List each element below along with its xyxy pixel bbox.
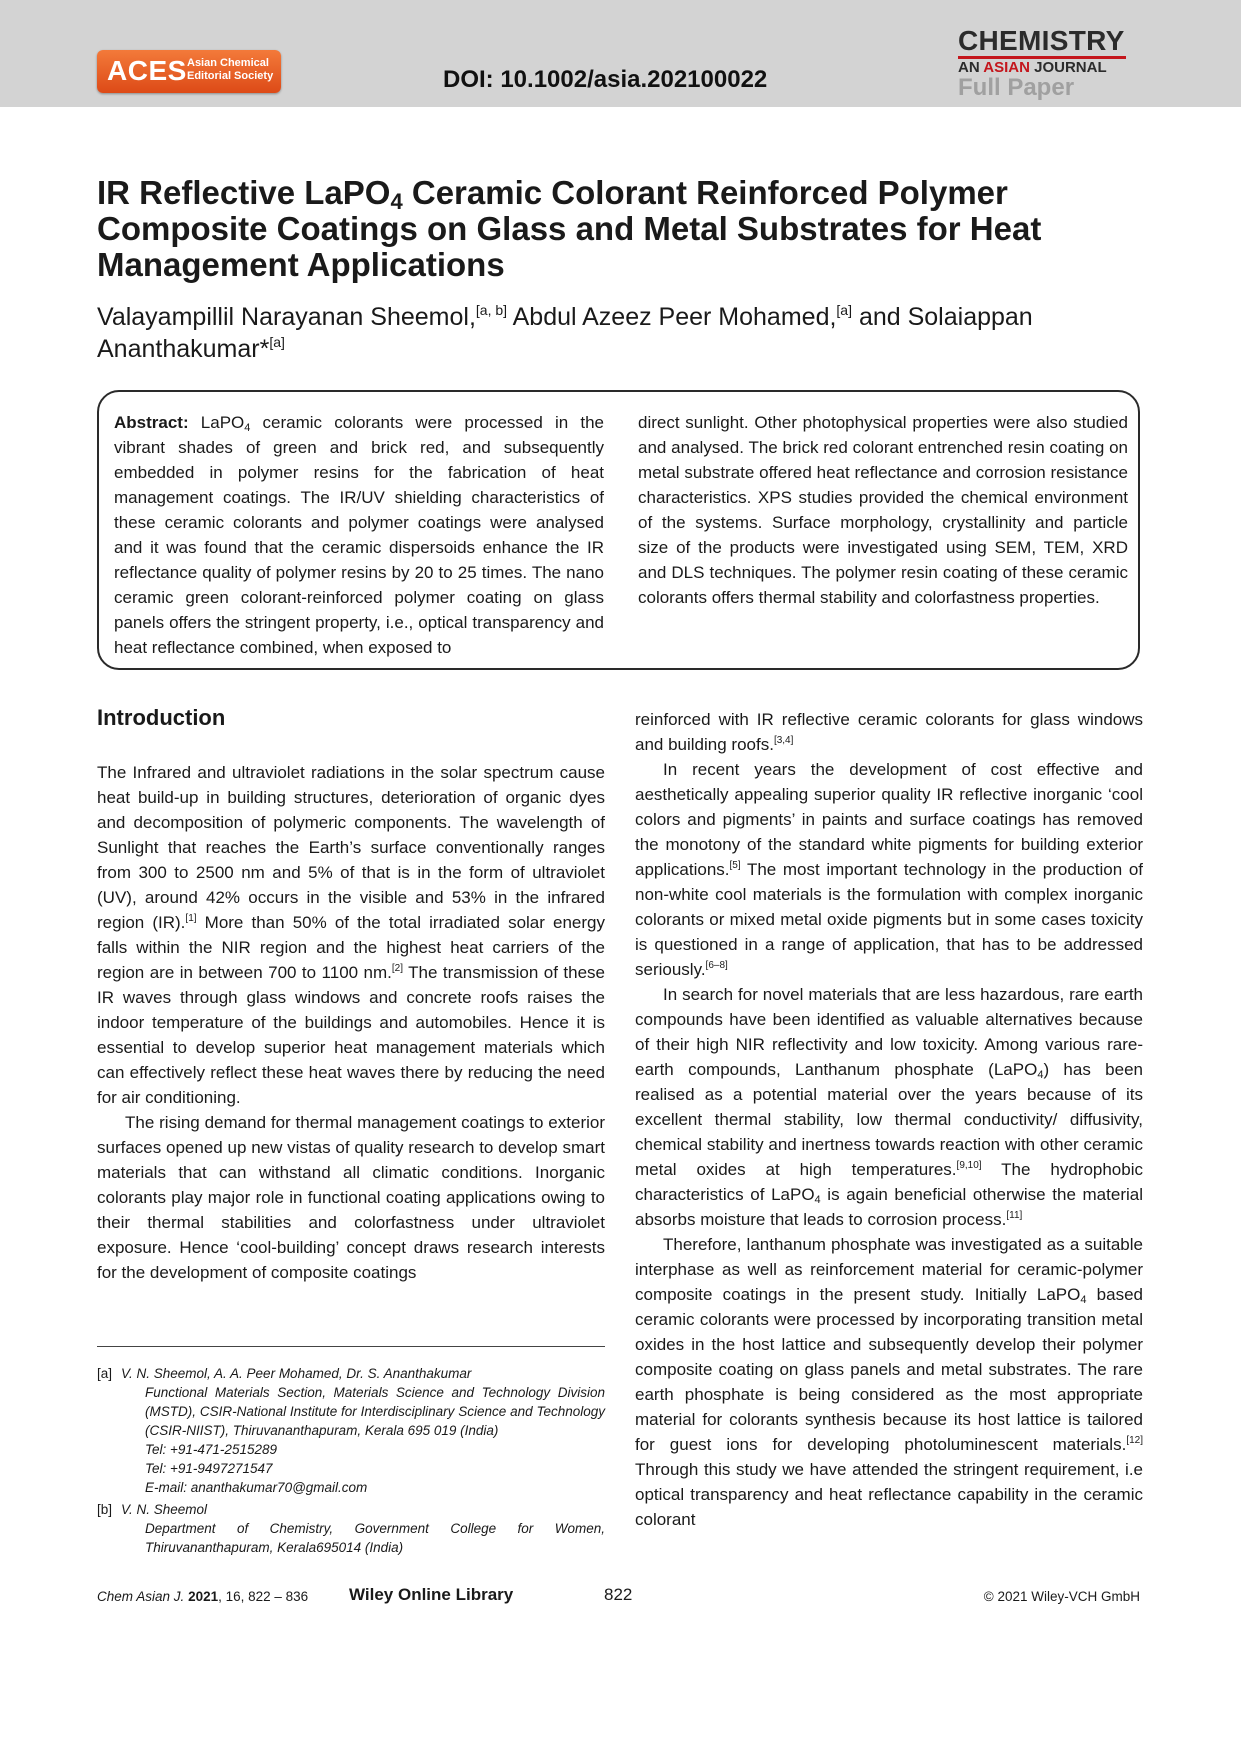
footer-journal-abbr: Chem Asian J. — [97, 1589, 185, 1604]
citation-2[interactable]: [2] — [391, 963, 404, 974]
author-1-affiliation[interactable]: [a, b] — [475, 302, 508, 318]
intro-paragraph-2-continued — [635, 707, 1143, 757]
journal-name-an: AN — [958, 59, 984, 76]
abstract-left-column — [114, 410, 604, 660]
intro-paragraph-5 — [635, 1232, 1143, 1532]
intro-r4-text-c: Through this study we have attended the stringent requirement, i.e optical transparency and heat reflectance capability in the ceramic colorant — [635, 1460, 1143, 1529]
abstract-text-2: ceramic colorants were processed in the vibrant shades of green and brick red, and subsequently embedded in polymer resins for the fabrication of heat management coatings. The IR/UV shielding characteristics of these ceramic colorants and polymer coatings were analysed and it was found that the ceramic dispersoids enhance the IR reflectance quality of polymer resins by 20 to 25 times. The nano ceramic green colorant-reinforced polymer coating on glass panels offers the stringent property, i.e., optical transparency and heat reflectance combined, when exposed to — [114, 413, 604, 657]
footnote-a-label: [a] — [97, 1366, 113, 1381]
title-part2: Ceramic Colorant Reinforced Polymer Composite Coatings on Glass and Metal Substrates for Heat Management Applications — [97, 174, 1042, 283]
journal-logo — [958, 26, 1128, 100]
intro-r2-text-a: In recent years the development of cost effective and aesthetically appealing superior quality IR reflective inorganic ‘cool colors and pigments’ in paints and surface coatings has removed the monotony of the standard white pigments for building exterior applications. — [635, 760, 1143, 879]
body-left-column — [97, 760, 605, 1285]
aces-logo-subtitle-line1: Asian Chemical — [187, 57, 269, 69]
journal-name-line2 — [958, 56, 1126, 76]
footnote-a-address: Functional Materials Section, Materials Science and Technology Division (MSTD), CSIR-National Institute for Interdisciplinary Science and Technology (CSIR-NIIST), Thiruvananthapuram, Kerala 695 019 (India) — [145, 1385, 605, 1438]
intro-p1-text-b: More than 50% of the total irradiated solar energy falls within the NIR region and the highest heat carriers of the region are in between 700 to 1100 nm. — [97, 913, 605, 982]
footnote-a-email[interactable]: E-mail: ananthakumar70@gmail.com — [145, 1480, 368, 1495]
intro-r3-text-b: ) has been realised as a potential material over the years because of its excellent thermal stability, low thermal conductivity/ diffusivity, chemical stability and inertness towards reaction with other ceramic metal oxides at high temperatures. — [635, 1060, 1143, 1179]
author-2-affiliation[interactable]: [a] — [836, 302, 852, 318]
footer-year: 2021 — [188, 1589, 219, 1604]
intro-paragraph-2: The rising demand for thermal management coatings to exterior surfaces opened up new vistas of quality research to develop smart materials that can withstand all climatic conditions. Inorganic colorants play major role in functional coating applications owing to their thermal stabilities and colorfastness under ultraviolet exposure. Hence ‘cool-building’ concept draws research interests for the development of composite coatings — [97, 1113, 605, 1282]
citation-6-8[interactable]: [6–8] — [705, 960, 728, 971]
intro-paragraph-1 — [97, 760, 605, 1110]
footer-volume-pages: , 16, 822 – 836 — [218, 1589, 309, 1604]
doi-link[interactable]: DOI: 10.1002/asia.202100022 — [443, 66, 768, 93]
journal-name-journal: JOURNAL — [1029, 59, 1107, 76]
intro-r3-subscript-c: 4 — [814, 1194, 821, 1206]
abstract-text-1: LaPO — [188, 413, 245, 432]
footer-copyright: © 2021 Wiley-VCH GmbH — [983, 1589, 1140, 1604]
author-2: Abdul Azeez Peer Mohamed, — [507, 303, 837, 331]
author-list — [97, 301, 1137, 365]
abstract-subscript: 4 — [244, 422, 251, 434]
citation-5[interactable]: [5] — [729, 860, 741, 871]
intro-r2-text-b: The most important technology in the production of non-white cool materials is the formulation with complex inorganic colorants or mixed metal oxide pigments but in some cases toxicity is questioned in a range of application, that has to be addressed seriously. — [635, 860, 1143, 979]
footer-citation — [97, 1587, 308, 1607]
abstract-box — [97, 390, 1140, 670]
footnote-a — [97, 1364, 605, 1497]
footnote-b-name: V. N. Sheemol — [121, 1502, 208, 1517]
author-3: and Solaiappan Ananthakumar* — [97, 303, 1033, 363]
journal-name-asian: ASIAN — [983, 59, 1030, 76]
intro-p1-text-a: The Infrared and ultraviolet radiations in the solar spectrum cause heat build-up in building structures, deterioration of organic dyes and decomposition of polymeric components. The wavelength of Sunlight that reaches the Earth’s surface conventionally ranges from 300 to 2500 nm and 5% of that is in the form of ultraviolet (UV), around 42% occurs in the visible and 53% in the infrared region (IR). — [97, 763, 605, 932]
intro-r1-text: reinforced with IR reflective ceramic colorants for glass windows and building roofs. — [635, 710, 1143, 754]
footnote-divider — [97, 1346, 605, 1347]
title-part1: IR Reflective LaPO — [97, 174, 391, 211]
author-1: Valayampillil Narayanan Sheemol, — [97, 303, 476, 331]
author-3-affiliation[interactable]: [a] — [269, 334, 285, 350]
body-right-column — [635, 707, 1143, 1532]
aces-logo-subtitle — [187, 57, 279, 83]
page-header — [0, 0, 1241, 107]
intro-r4-text-b: based ceramic colorants were processed by incorporating transition metal oxides in the host lattice and subsequently develop their polymer composite coating on glass panels and metal substrates. The rare earth phosphate is being considered as the most appropriate material for colorants synthesis because its host lattice is tailored for guest ions for developing photoluminescent materials. — [635, 1285, 1143, 1454]
footnote-b-label: [b] — [97, 1502, 113, 1517]
title-subscript: 4 — [390, 189, 403, 214]
page-footer — [97, 1585, 1140, 1609]
citation-12[interactable]: [12] — [1126, 1435, 1143, 1446]
footnote-a-tel-2: Tel: +91-9497271547 — [145, 1461, 273, 1476]
footnote-b-address: Department of Chemistry, Government College for Women, Thiruvananthapuram, Kerala695014 (India) — [145, 1521, 605, 1555]
abstract-right-column: direct sunlight. Other photophysical properties were also studied and analysed. The brick red colorant entrenched resin coating on metal substrate offered heat reflectance and corrosion resistance characteristics. XPS studies provided the chemical environment of the systems. Surface morphology, crystallinity and particle size of the products were investigated using SEM, TEM, XRD and DLS techniques. The polymer resin coating of these ceramic colorants offers thermal stability and colorfastness properties. — [638, 413, 1128, 607]
citation-9-10[interactable]: [9,10] — [956, 1160, 982, 1171]
journal-name-line1: CHEMISTRY — [958, 25, 1125, 56]
intro-paragraph-4 — [635, 982, 1143, 1232]
aces-logo-subtitle-line2: Editorial Society — [187, 70, 274, 82]
aces-logo-word: ACES — [107, 55, 187, 86]
intro-r3-text-d: is again beneficial otherwise the material absorbs moisture that leads to corrosion process. — [635, 1185, 1143, 1229]
wiley-online-library-link[interactable]: Wiley Online Library — [349, 1585, 514, 1604]
intro-r3-text-c: The hydrophobic characteristics of LaPO — [635, 1160, 1143, 1204]
intro-r4-text-a: Therefore, lanthanum phosphate was investigated as a suitable interphase as well as reinforcement material for ceramic-polymer composite coatings in the present study. Initially LaPO — [635, 1235, 1143, 1304]
footnote-a-names: V. N. Sheemol, A. A. Peer Mohamed, Dr. S. Ananthakumar — [121, 1366, 472, 1381]
abstract-label: Abstract: — [114, 413, 189, 432]
intro-r4-subscript: 4 — [1080, 1294, 1087, 1306]
intro-r3-subscript-a: 4 — [1037, 1069, 1044, 1081]
citation-11[interactable]: [11] — [1006, 1210, 1023, 1221]
page-number: 822 — [604, 1585, 633, 1604]
intro-paragraph-3 — [635, 757, 1143, 982]
intro-p1-text-c: The transmission of these IR waves through glass windows and concrete roofs raises the indoor temperature of the buildings and automobiles. Hence it is essential to develop superior heat management materials which can effectively reflect these heat waves there by reducing the need for air conditioning. — [97, 963, 605, 1107]
citation-1[interactable]: [1] — [185, 913, 197, 924]
footnote-b — [97, 1500, 605, 1557]
intro-r3-text-a: In search for novel materials that are less hazardous, rare earth compounds have been identified as valuable alternatives because of their high NIR reflectivity and low toxicity. Among various rare-earth compounds, Lanthanum phosphate (LaPO — [635, 985, 1143, 1079]
aces-logo — [97, 50, 281, 93]
article-type: Full Paper — [958, 74, 1075, 101]
footnote-a-tel-1: Tel: +91-471-2515289 — [145, 1442, 277, 1457]
introduction-heading: Introduction — [97, 705, 226, 730]
footnotes — [97, 1364, 605, 1560]
citation-3-4[interactable]: [3,4] — [773, 735, 794, 746]
article-title — [97, 175, 1157, 283]
